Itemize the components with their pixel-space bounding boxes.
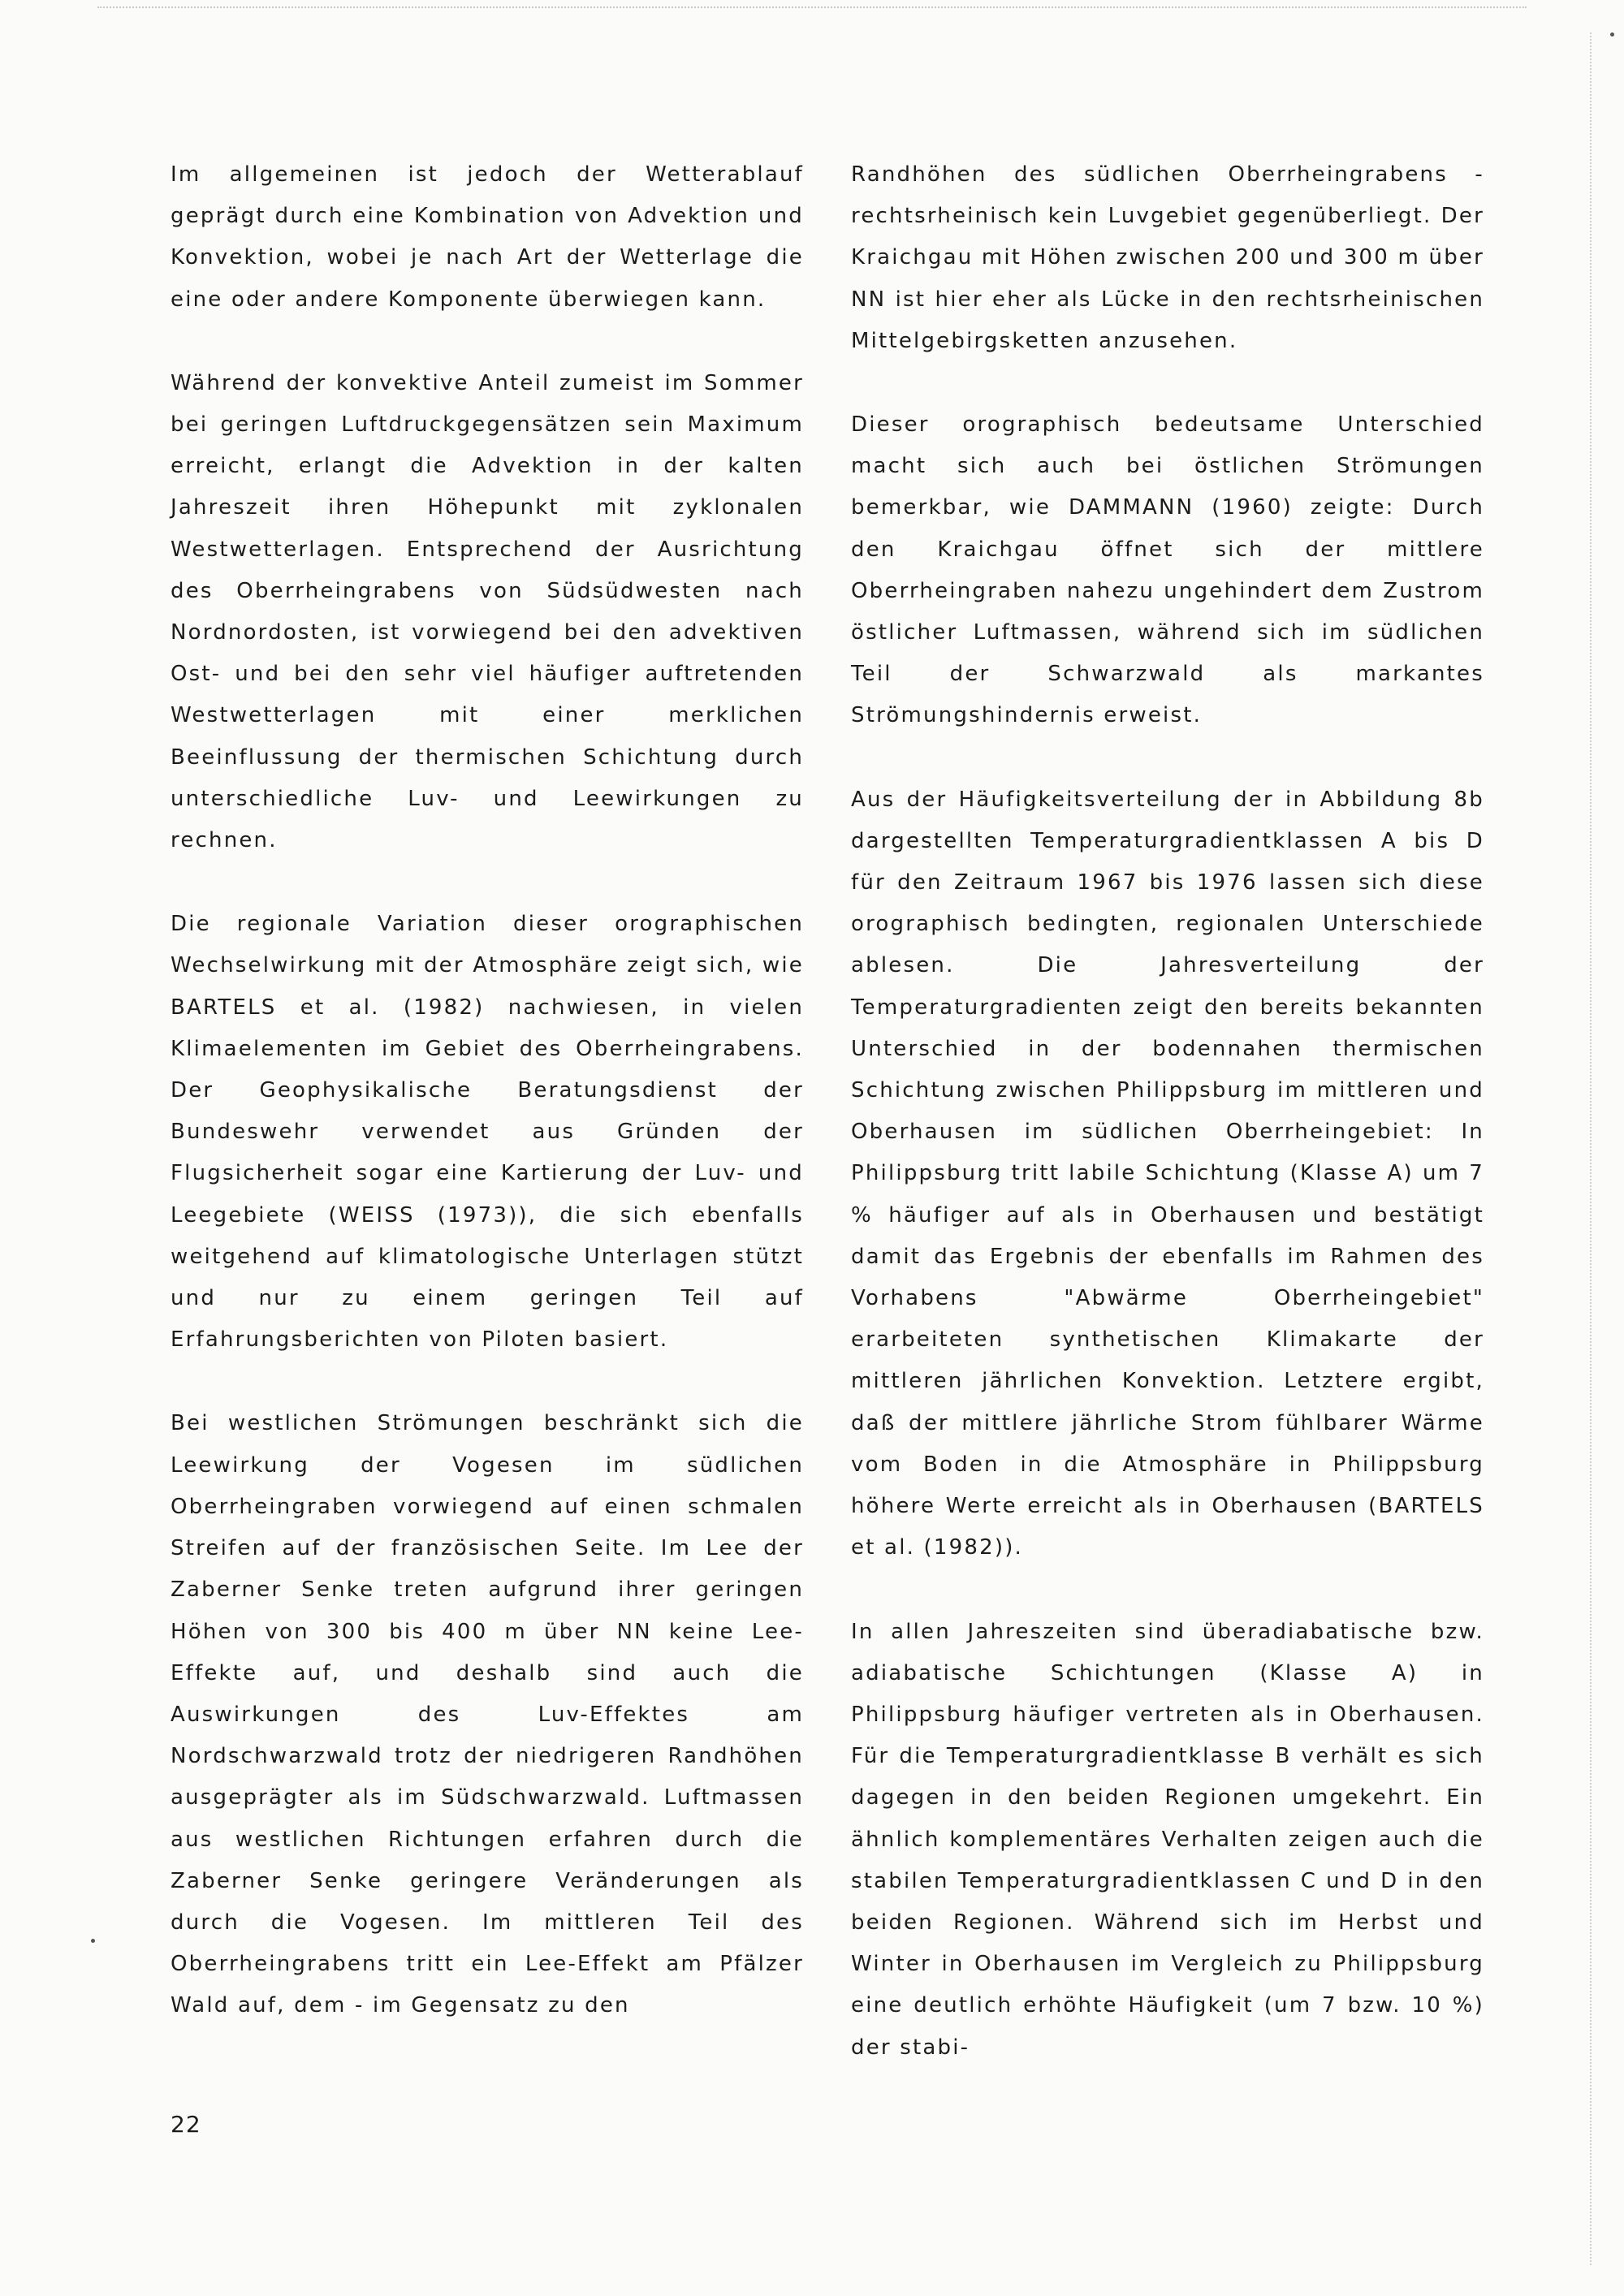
paragraph: Im allgemeinen ist jedoch der Wetterablauf geprägt durch eine Kombination von Advektion und Konvektion, wobei je nach Art der Wetterlage die eine oder andere Komponente überwiegen kann. — [171, 162, 804, 312]
scan-edge-top — [97, 6, 1527, 8]
paragraph: Während der konvektive Anteil zumeist im Sommer bei geringen Luftdruckgegensätzen sein Maximum erreicht, erlangt die Advektion in der kalten Jahreszeit ihren Höhepunkt mit zyklonalen Westwetterlagen. Entsprechend der Ausrichtung des Oberrheingrabens von Südsüdwesten nach Nordnordosten, ist vorwiegend bei den advektiven Ost- und bei den sehr viel häufiger auftretenden Westwetterlagen mit einer merklichen Beeinflussung der thermischen Schichtung durch unterschiedliche Luv- und Leewirkungen zu rechnen. — [171, 370, 804, 853]
right-column — [851, 154, 1484, 2111]
page-number: 22 — [171, 2111, 201, 2138]
paragraph: Die regionale Variation dieser orographischen Wechselwirkung mit der Atmosphäre zeigt sich, wie BARTELS et al. (1982) nachwiesen, in vielen Klimaelementen im Gebiet des Oberrheingrabens. Der Geophysikalische Beratungsdienst der Bundeswehr verwendet aus Gründen der Flugsicherheit sogar eine Kartierung der Luv- und Leegebiete (WEISS (1973)), die sich ebenfalls weitgehend auf klimatologische Unterlagen stützt und nur zu einem geringen Teil auf Erfahrungsberichten von Piloten basiert. — [171, 912, 804, 1353]
paragraph: Aus der Häufigkeitsverteilung der in Abbildung 8b dargestellten Temperaturgradientklassen A bis D für den Zeitraum 1967 bis 1976 lassen sich diese orographisch bedingten, regionalen Unterschiede ablesen. Die Jahresverteilung der Temperaturgradienten zeigt den bereits bekannten Unterschied in der bodennahen thermischen Schichtung zwischen Philippsburg im mittleren und Oberhausen im südlichen Oberrheingebiet: In Philippsburg tritt labile Schichtung (Klasse A) um 7 % häufiger auf als in Oberhausen und bestätigt damit das Ergebnis der ebenfalls im Rahmen des Vorhabens "Abwärme Oberrheingebiet" erarbeiteten synthetischen Klimakarte der mittleren jährlichen Konvektion. Letztere ergibt, daß der mittlere jährliche Strom fühlbarer Wärme vom Boden in die Atmosphäre in Philippsburg höhere Werte erreicht als in Oberhausen (BARTELS et al. (1982)). — [851, 787, 1484, 1560]
paragraph: Randhöhen des südlichen Oberrheingrabens - rechtsrheinisch kein Luvgebiet gegenüberliegt. Der Kraichgau mit Höhen zwischen 200 und 300 m über NN ist hier eher als Lücke in den rechtsrheinischen Mittelgebirgsketten anzusehen. — [851, 162, 1484, 353]
scan-speck — [1610, 32, 1614, 37]
paragraph: Dieser orographisch bedeutsame Unterschied macht sich auch bei östlichen Strömungen bemerkbar, wie DAMMANN (1960) zeigte: Durch den Kraichgau öffnet sich der mittlere Oberrheingraben nahezu ungehindert dem Zustrom östlicher Luftmassen, während sich im südlichen Teil der Schwarzwald als markantes Strömungshindernis erweist. — [851, 412, 1484, 728]
left-column — [171, 154, 804, 2069]
scan-speck — [91, 1939, 95, 1943]
paragraph: In allen Jahreszeiten sind überadiabatische bzw. adiabatische Schichtungen (Klasse A) in Philippsburg häufiger vertreten als in Oberhausen. Für die Temperaturgradientklasse B verhält es sich dagegen in den beiden Regionen umgekehrt. Ein ähnlich komplementäres Verhalten zeigen auch die stabilen Temperaturgradientklassen C und D in den beiden Regionen. Während sich im Herbst und Winter in Oberhausen im Vergleich zu Philippsburg eine deutlich erhöhte Häufigkeit (um 7 bzw. 10 %) der stabi- — [851, 1619, 1484, 2060]
scan-edge-right — [1590, 32, 1592, 2265]
paragraph: Bei westlichen Strömungen beschränkt sich die Leewirkung der Vogesen im südlichen Oberrheingraben vorwiegend auf einen schmalen Streifen auf der französischen Seite. Im Lee der Zaberner Senke treten aufgrund ihrer geringen Höhen von 300 bis 400 m über NN keine Lee-Effekte auf, und deshalb sind auch die Auswirkungen des Luv-Effektes am Nordschwarzwald trotz der niedrigeren Randhöhen ausgeprägter als im Südschwarzwald. Luftmassen aus westlichen Richtungen erfahren durch die Zaberner Senke geringere Veränderungen als durch die Vogesen. Im mittleren Teil des Oberrheingrabens tritt ein Lee-Effekt am Pfälzer Wald auf, dem - im Gegensatz zu den — [171, 1411, 804, 2018]
